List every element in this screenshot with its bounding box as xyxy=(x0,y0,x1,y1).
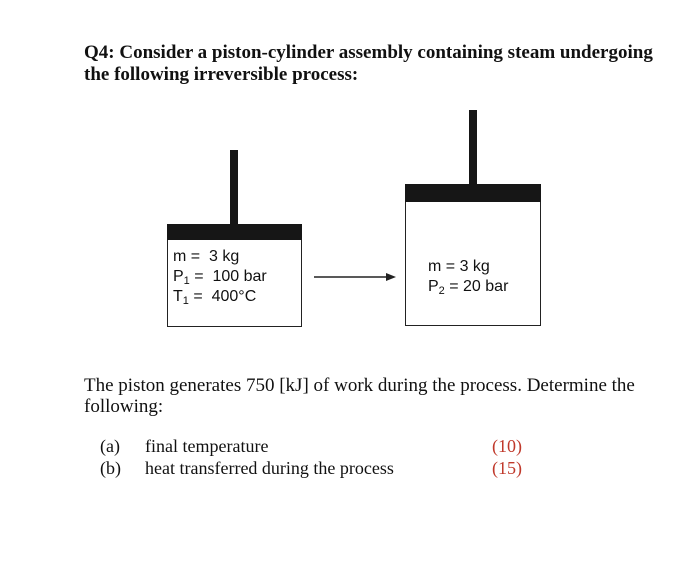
part-b xyxy=(100,458,540,480)
process-arrow xyxy=(312,270,398,284)
state-1-temperature: $T_1 = 400^\circ C$ xyxy=(173,288,257,307)
part-b-marks: (15) xyxy=(492,458,522,478)
part-b-text: heat transferred during the process xyxy=(145,458,394,478)
state-1-mass: m = 3 kg xyxy=(173,248,240,265)
part-a-marks: (10) xyxy=(492,436,522,456)
part-b-label: (b) xyxy=(100,458,121,478)
part-a-text: final temperature xyxy=(145,436,269,456)
part-a-label: (a) xyxy=(100,436,120,456)
problem-statement: The piston generates 750 [kJ] of work during the process. Determine the following: xyxy=(84,375,635,417)
piston-state-2 xyxy=(405,184,541,202)
piston-rod-state-1 xyxy=(230,150,238,226)
piston-state-1 xyxy=(167,224,302,240)
state-1-pressure: $P_1 = 100$ bar xyxy=(173,268,267,287)
state-2-pressure: $P_2 = 20$ bar xyxy=(428,278,509,297)
state-2-properties xyxy=(428,257,508,297)
question-title: Q4: Consider a piston-cylinder assembly containing steam undergoing the following irreversible process: xyxy=(84,42,653,85)
piston-rod-state-2 xyxy=(469,110,477,186)
question-parts xyxy=(100,436,540,480)
part-a xyxy=(100,436,540,458)
state-1-properties xyxy=(173,247,267,307)
state-2-mass: m = 3 kg xyxy=(428,258,490,275)
